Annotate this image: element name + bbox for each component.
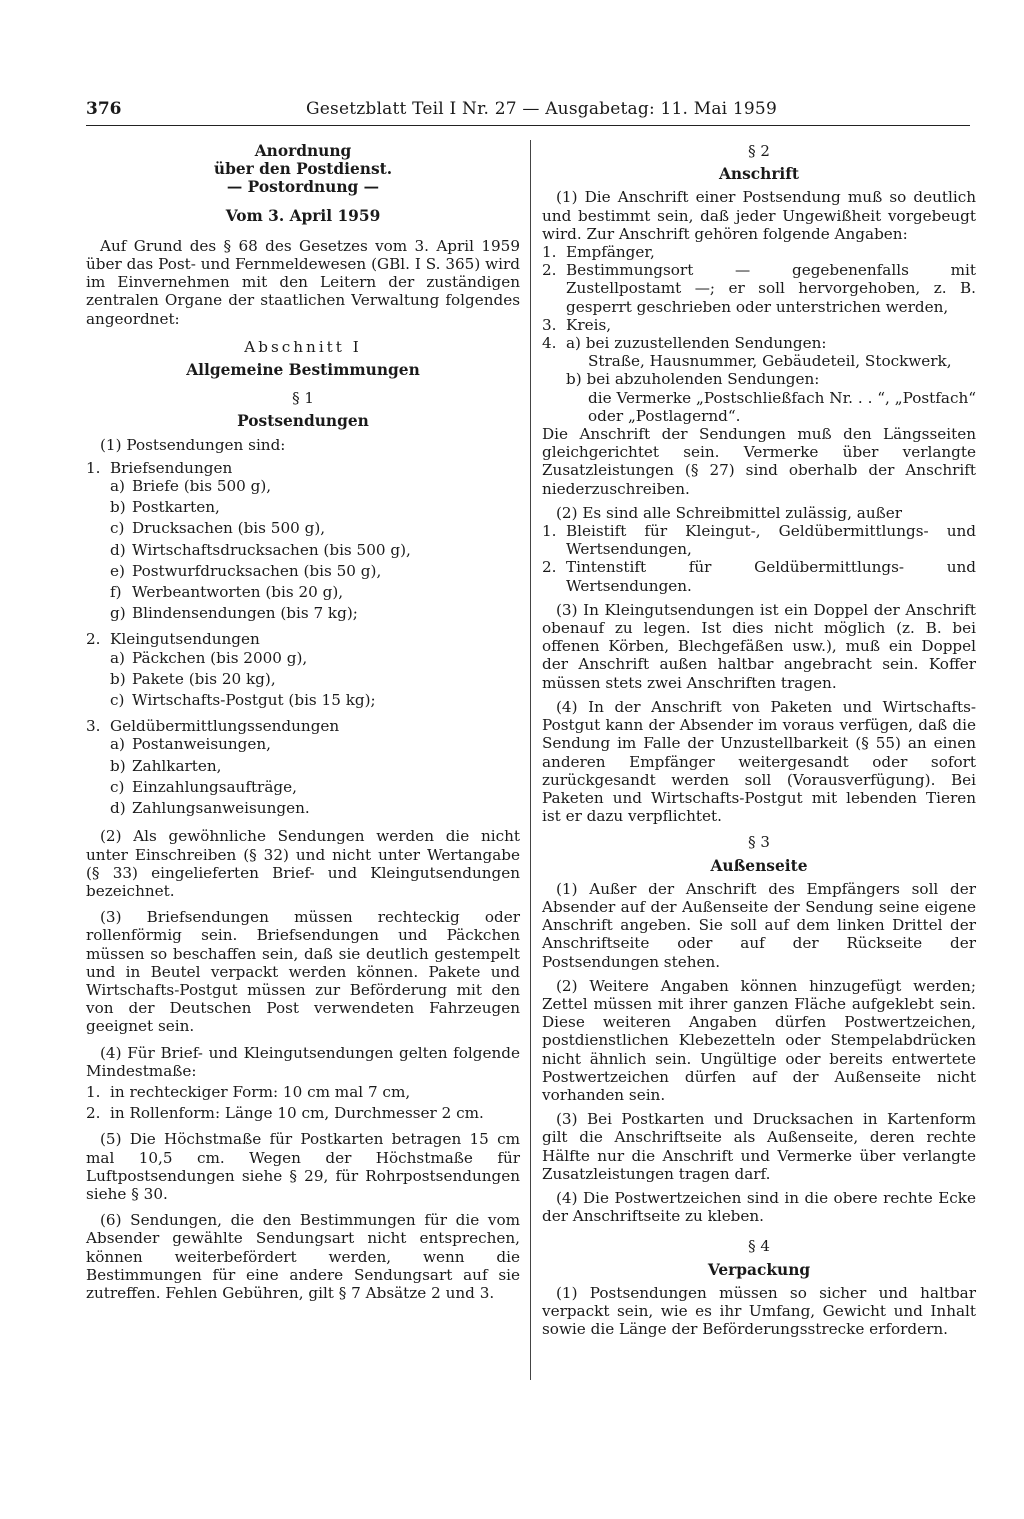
- preamble: Auf Grund des § 68 des Gesetzes vom 3. April 1959 über das Post- und Fernmeldewesen (GBl. I S. 365) wird im Einvernehmen mit den Leitern der zuständigen zentralen Organe der staatlichen Verwaltung folgendes angeordnet:: [86, 236, 520, 328]
- paragraph-4-number: § 4: [748, 1237, 770, 1256]
- list-item: 3. Kreis,: [542, 315, 612, 334]
- doc-title-2: über den Postdienst.: [213, 160, 393, 179]
- list-group-3: 3. Geldübermittlungssendungen: [86, 717, 340, 736]
- paragraph-3-number: § 3: [748, 833, 770, 852]
- s4-p1: (1) Postsendungen müssen so sicher und haltbar verpackt sein, wie es ihr Umfang, Gewicht und Inhalt sowie die Länge der Beförderungsstrecke erfordern.: [542, 1283, 976, 1339]
- doc-title-1: Anordnung: [254, 142, 352, 160]
- list-item: c) Drucksachen (bis 500 g),: [110, 519, 326, 538]
- column-divider: [530, 140, 531, 1380]
- s2-p1: (1) Die Anschrift einer Postsendung muß so deutlich und bestimmt sein, daß jeder Ungewißheit vorgebeugt wird. Zur Anschrift gehören folgende Angaben:: [542, 188, 976, 243]
- doc-date: Vom 3. April 1959: [225, 206, 381, 225]
- s3-p2: (2) Weitere Angaben können hinzugefügt werden; Zettel müssen mit ihrer ganzen Fläche aufgeklebt sein. Diese weiteren Angaben dürfen Postwertzeichen, postdienstlichen Klebezetteln oder Stempelabdrücken nicht ähnlich sein. Ungültige oder bereits entwertete Postwertzeichen dürfen auf der Außenseite nicht vorhanden sein.: [542, 976, 976, 1104]
- p5: (5) Die Höchstmaße für Postkarten betragen 15 cm mal 10,5 cm. Wegen der Höchstmaße für Luftpostsendungen siehe § 29, für Rohrpostsendungen siehe § 30.: [86, 1130, 520, 1203]
- list-item: 1. Empfänger,: [542, 243, 655, 262]
- page-number: 376: [86, 99, 122, 119]
- list-item: a) Päckchen (bis 2000 g),: [110, 648, 308, 667]
- list-group-1: 1. Briefsendungen: [86, 458, 233, 477]
- list-item: c) Einzahlungsaufträge,: [110, 777, 297, 796]
- s3-p1: (1) Außer der Anschrift des Empfängers soll der Absender auf der Außenseite der Sendung seine eigene Anschrift angeben. Sie soll auf dem linken Drittel der Anschriftseite oder auf der Rückseite der Postsendungen stehen.: [542, 879, 976, 971]
- list-item: b) Pakete (bis 20 kg),: [110, 669, 276, 688]
- list-item: 4. a) bei zuzustellenden Sendungen: Straße, Hausnummer, Gebäudeteil, Stockwerk, b) bei abzuholenden Sendungen: die Vermerke „Postschließfach Nr. . . “, „Postfach“ oder „Postlagernd“.: [542, 334, 976, 425]
- list-item: g) Blindensendungen (bis 7 kg);: [110, 604, 358, 623]
- section-title: Allgemeine Bestimmungen: [186, 361, 420, 380]
- s3-p3: (3) Bei Postkarten und Drucksachen in Kartenform gilt die Anschriftseite als Außenseite, deren rechte Hälfte nur die Anschrift und Vermerke über verlangte Zusatzleistungen tragen darf.: [542, 1110, 976, 1183]
- right-column: [542, 142, 976, 1338]
- s2-p4: (4) In der Anschrift von Paketen und Wirtschafts-Postgut kann der Absender im voraus verfügen, daß die Sendung im Falle der Unzustellbarkeit (§ 55) an einen anderen Empfänger weitergesandt oder sofort zurückgesandt werden soll (Vorausverfügung). Bei Paketen und Wirtschafts-Postgut mit lebenden Tieren ist er dazu verpflichtet.: [542, 697, 976, 826]
- page-header: [86, 97, 970, 126]
- list-item: 1. Bleistift für Kleingut-, Geldübermittlungs- und Wertsendungen,: [542, 522, 976, 559]
- list-item: d) Wirtschaftsdrucksachen (bis 500 g),: [110, 540, 411, 559]
- p2: (2) Als gewöhnliche Sendungen werden die nicht unter Einschreiben (§ 32) und nicht unter Wertangabe (§ 33) eingelieferten Brief- und Kleingutsendungen bezeichnet.: [86, 827, 520, 900]
- list-group-2: 2. Kleingutsendungen: [86, 630, 260, 649]
- list-item: c) Wirtschafts-Postgut (bis 15 kg);: [110, 691, 376, 710]
- list-item: 1. in rechteckiger Form: 10 cm mal 7 cm,: [86, 1082, 411, 1101]
- paragraph-1-title: Postsendungen: [237, 412, 369, 431]
- list-item: 2. Bestimmungsort — gegebenenfalls mit Zustellpostamt —; er soll hervorgehoben, z. B. gesperrt geschrieben oder unterstrichen werden,: [542, 261, 976, 316]
- p6: (6) Sendungen, die den Bestimmungen für die vom Absender gewählte Sendungsart nicht entsprechen, können weiterbefördert werden, wenn die Bestimmungen für eine andere Sendungsart auf sie zutreffen. Fehlen Gebühren, gilt § 7 Absätze 2 und 3.: [86, 1211, 520, 1302]
- s2-p3: (3) In Kleingutsendungen ist ein Doppel der Anschrift obenauf zu legen. Ist dies nicht möglich (z. B. bei offenen Körben, Blechgefäßen usw.), muß ein Doppel der Anschrift außen haltbar angebracht sein. Koffer müssen stets zwei Anschriften tragen.: [542, 600, 976, 692]
- list-item: 2. Tintenstift für Geldübermittlungs- und Wertsendungen.: [542, 558, 976, 595]
- paragraph-2-number: § 2: [748, 142, 770, 160]
- s2-p1-end: Die Anschrift der Sendungen muß den Längsseiten gleichgerichtet sein. Vermerke über verlangte Zusatzleistungen (§ 27) sind oberhalb der Anschrift niederzuschreiben.: [542, 425, 976, 498]
- list-item: e) Postwurfdrucksachen (bis 50 g),: [110, 561, 382, 580]
- p4: (4) Für Brief- und Kleingutsendungen gelten folgende Mindestmaße:: [86, 1043, 520, 1080]
- list-item: b) Postkarten,: [110, 498, 220, 517]
- section-heading: Abschnitt I: [244, 337, 362, 356]
- paragraph-1-number: § 1: [292, 389, 314, 408]
- list-item: a) Postanweisungen,: [110, 735, 272, 754]
- list-item: d) Zahlungsanweisungen.: [110, 799, 310, 818]
- paragraph-3-title: Außenseite: [710, 856, 808, 875]
- p1-intro: (1) Postsendungen sind:: [100, 435, 286, 454]
- s3-p4: (4) Die Postwertzeichen sind in die obere rechte Ecke der Anschriftseite zu kleben.: [542, 1188, 976, 1226]
- doc-title-3: — Postordnung —: [226, 178, 380, 197]
- left-column: [86, 142, 520, 1302]
- paragraph-2-title: Anschrift: [718, 165, 800, 184]
- list-item: 2. in Rollenform: Länge 10 cm, Durchmesser 2 cm.: [86, 1104, 484, 1123]
- list-item: f) Werbeantworten (bis 20 g),: [110, 583, 344, 602]
- s2-p2: (2) Es sind alle Schreibmittel zulässig, außer: [556, 503, 903, 522]
- list-item: b) Zahlkarten,: [110, 756, 222, 775]
- p3: (3) Briefsendungen müssen rechteckig oder rollenförmig sein. Briefsendungen und Päckchen müssen so beschaffen sein, daß sie deutlich gestempelt und in Beutel verpackt werden können. Pakete und Wirtschafts-Postgut müssen zur Beförderung mit den von der Deutschen Post verwendeten Fahrzeugen geeignet sein.: [86, 908, 520, 1036]
- running-title: Gesetzblatt Teil I Nr. 27 — Ausgabetag: 11. Mai 1959: [306, 99, 777, 119]
- list-item: a) Briefe (bis 500 g),: [110, 477, 272, 496]
- paragraph-4-title: Verpackung: [707, 1260, 811, 1279]
